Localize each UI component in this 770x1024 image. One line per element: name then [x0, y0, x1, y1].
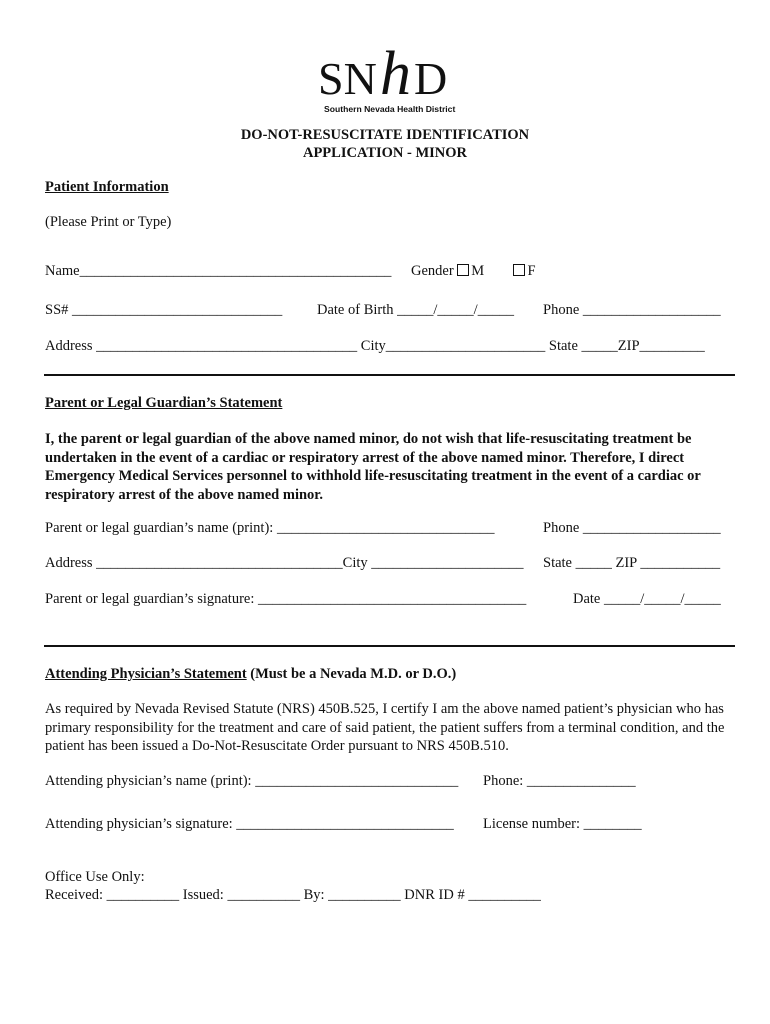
form-title-line2: APPLICATION - MINOR [302, 145, 468, 161]
guardian-name-field[interactable]: ______________________________ [276, 520, 495, 536]
physician-phone-row [483, 773, 636, 790]
guardian-state-zip-row [543, 555, 720, 572]
ss-field[interactable]: _____________________________ [72, 302, 283, 318]
physician-heading-row [45, 666, 456, 683]
gender-m-checkbox[interactable] [457, 264, 469, 276]
guardian-date-label: Date [573, 591, 601, 607]
form-title-line1: DO-NOT-RESUSCITATE IDENTIFICATION [240, 127, 530, 143]
dnr-id-label: DNR ID # [404, 887, 465, 903]
patient-city-label: City [360, 338, 386, 354]
dob-row [317, 302, 514, 319]
ss-row [45, 302, 282, 319]
ss-label: SS# [45, 302, 69, 318]
guardian-date-field[interactable]: _____/_____/_____ [604, 591, 721, 607]
gender-f-label: F [527, 263, 536, 279]
patient-name-field[interactable]: ___________________________________________ [79, 263, 392, 279]
guardian-phone-row [543, 520, 721, 537]
patient-address-label: Address [45, 338, 93, 354]
patient-name-row [45, 263, 391, 280]
patient-phone-label: Phone [543, 302, 580, 318]
guardian-address-field[interactable]: __________________________________ [96, 555, 343, 571]
office-use-row [45, 887, 541, 904]
guardian-date-row [573, 591, 721, 608]
by-label: By: [303, 887, 325, 903]
snhd-logo-graphic [312, 50, 468, 118]
guardian-city-label: City [342, 555, 368, 571]
patient-name-label: Name [45, 263, 80, 279]
guardian-zip-label: ZIP [615, 555, 637, 571]
patient-zip-field[interactable]: _________ [639, 338, 705, 354]
physician-name-field[interactable]: ____________________________ [255, 773, 459, 789]
patient-phone-row [543, 302, 721, 319]
patient-zip-label: ZIP [617, 338, 640, 354]
guardian-zip-field[interactable]: ___________ [640, 555, 721, 571]
guardian-phone-label: Phone [543, 520, 580, 536]
guardian-phone-field[interactable]: ___________________ [582, 520, 721, 536]
physician-heading: Attending Physician’s Statement [45, 666, 247, 682]
logo-subtitle: Southern Nevada Health District [324, 104, 456, 114]
gender-row [411, 263, 536, 280]
dnr-id-field[interactable]: __________ [468, 887, 541, 903]
physician-phone-field[interactable]: _______________ [526, 773, 636, 789]
physician-heading-note: (Must be a Nevada M.D. or D.O.) [246, 666, 457, 682]
license-row [483, 816, 642, 833]
dob-field[interactable]: _____/_____/_____ [397, 302, 514, 318]
issued-field[interactable]: __________ [227, 887, 300, 903]
patient-city-field[interactable]: ______________________ [385, 338, 546, 354]
physician-statement: As required by Nevada Revised Statute (NRS) 450B.525, I certify I am the above named patient’s physician who has primary responsibility for the treatment and care of said patient, the patient suffers from a terminal condition, and the patient has been issued a Do-Not-Resuscitate Order pursuant to NRS 450B.510. [45, 701, 725, 754]
guardian-name-row [45, 520, 494, 537]
section-divider-2 [44, 645, 735, 647]
gender-m-label: M [471, 263, 485, 279]
guardian-statement: I, the parent or legal guardian of the above named minor, do not wish that life-resuscitating treatment be undertaken in the event of a cardiac or respiratory arrest of the above named minor. Therefore, I direct Emergency Medical Services personnel to withhold life-resuscitating treatment in the event of a cardiac or respiratory arrest of the above named minor. [45, 431, 701, 503]
by-field[interactable]: __________ [328, 887, 401, 903]
patient-state-field[interactable]: _____ [581, 338, 618, 354]
physician-phone-label: Phone: [483, 773, 524, 789]
guardian-state-field[interactable]: _____ [575, 555, 612, 571]
patient-address-field[interactable]: ____________________________________ [96, 338, 358, 354]
physician-name-label: Attending physician’s name (print): [45, 773, 252, 789]
gender-f-checkbox[interactable] [513, 264, 525, 276]
guardian-city-field[interactable]: _____________________ [371, 555, 524, 571]
patient-state-label: State [548, 338, 578, 354]
license-field[interactable]: ________ [583, 816, 642, 832]
guardian-state-label: State [543, 555, 572, 571]
print-instruction: (Please Print or Type) [45, 214, 172, 230]
dob-label: Date of Birth [317, 302, 394, 318]
logo-letters-right: D [414, 53, 448, 104]
guardian-signature-row [45, 591, 526, 608]
received-field[interactable]: __________ [106, 887, 180, 903]
section-divider-1 [44, 374, 735, 376]
patient-address-row [45, 338, 705, 355]
physician-signature-field[interactable]: ______________________________ [236, 816, 454, 832]
guardian-heading: Parent or Legal Guardian’s Statement [45, 395, 283, 411]
office-use-heading: Office Use Only: [45, 869, 145, 885]
snhd-logo [312, 50, 468, 118]
issued-label: Issued: [182, 887, 224, 903]
gender-label: Gender [411, 263, 454, 279]
license-label: License number: [483, 816, 581, 832]
physician-signature-label: Attending physician’s signature: [45, 816, 233, 832]
received-label: Received: [45, 887, 103, 903]
guardian-signature-field[interactable]: _____________________________________ [258, 591, 527, 607]
guardian-signature-label: Parent or legal guardian’s signature: [45, 591, 255, 607]
patient-info-heading: Patient Information [45, 179, 169, 195]
logo-letter-h: h [380, 50, 411, 108]
physician-signature-row [45, 816, 454, 833]
physician-name-row [45, 773, 458, 790]
guardian-address-label: Address [45, 555, 93, 571]
guardian-name-label: Parent or legal guardian’s name (print): [45, 520, 274, 536]
guardian-address-row [45, 555, 524, 572]
logo-letters-left: SN [318, 53, 377, 104]
patient-phone-field[interactable]: ___________________ [582, 302, 721, 318]
